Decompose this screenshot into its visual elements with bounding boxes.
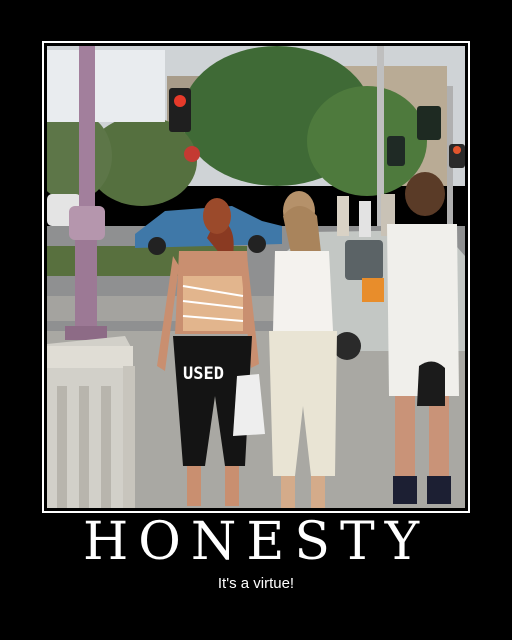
leg [311, 476, 325, 508]
railing-post [123, 366, 135, 508]
billboard [47, 50, 165, 122]
tree [307, 86, 427, 196]
sock [427, 476, 451, 504]
poster-subtitle: It's a virtue! [217, 575, 295, 592]
leg [187, 466, 201, 506]
pedestrian [337, 196, 349, 236]
red-light [453, 146, 461, 154]
lamp-post [79, 46, 95, 221]
white-top [273, 251, 333, 331]
leg [225, 466, 239, 506]
wheel [148, 237, 166, 255]
street-scene [47, 46, 465, 508]
pants-print: USED [183, 364, 224, 384]
photo-frame [42, 41, 470, 513]
railing-baluster [57, 386, 67, 508]
pedestrian [359, 201, 371, 237]
lamp-pedestal [75, 240, 97, 330]
traffic-light [169, 88, 191, 132]
railing-top [47, 346, 133, 368]
poster-title: HONESTY [82, 512, 430, 572]
head [203, 198, 231, 234]
traffic-light [417, 106, 441, 140]
leg [395, 396, 415, 476]
post-ornament [69, 206, 105, 240]
car-decal [362, 278, 384, 302]
car-window [345, 240, 383, 280]
traffic-light [387, 136, 405, 166]
street-photo [47, 46, 465, 508]
red-light [174, 95, 186, 107]
leg [281, 476, 295, 508]
railing-baluster [101, 386, 111, 508]
sock [393, 476, 417, 504]
leg [429, 396, 449, 476]
wheel [333, 332, 361, 360]
stop-sign [184, 146, 200, 162]
pedestal-base [65, 326, 107, 340]
head [405, 172, 445, 216]
railing-baluster [79, 386, 89, 508]
handbag [417, 361, 445, 406]
wheel [248, 235, 266, 253]
